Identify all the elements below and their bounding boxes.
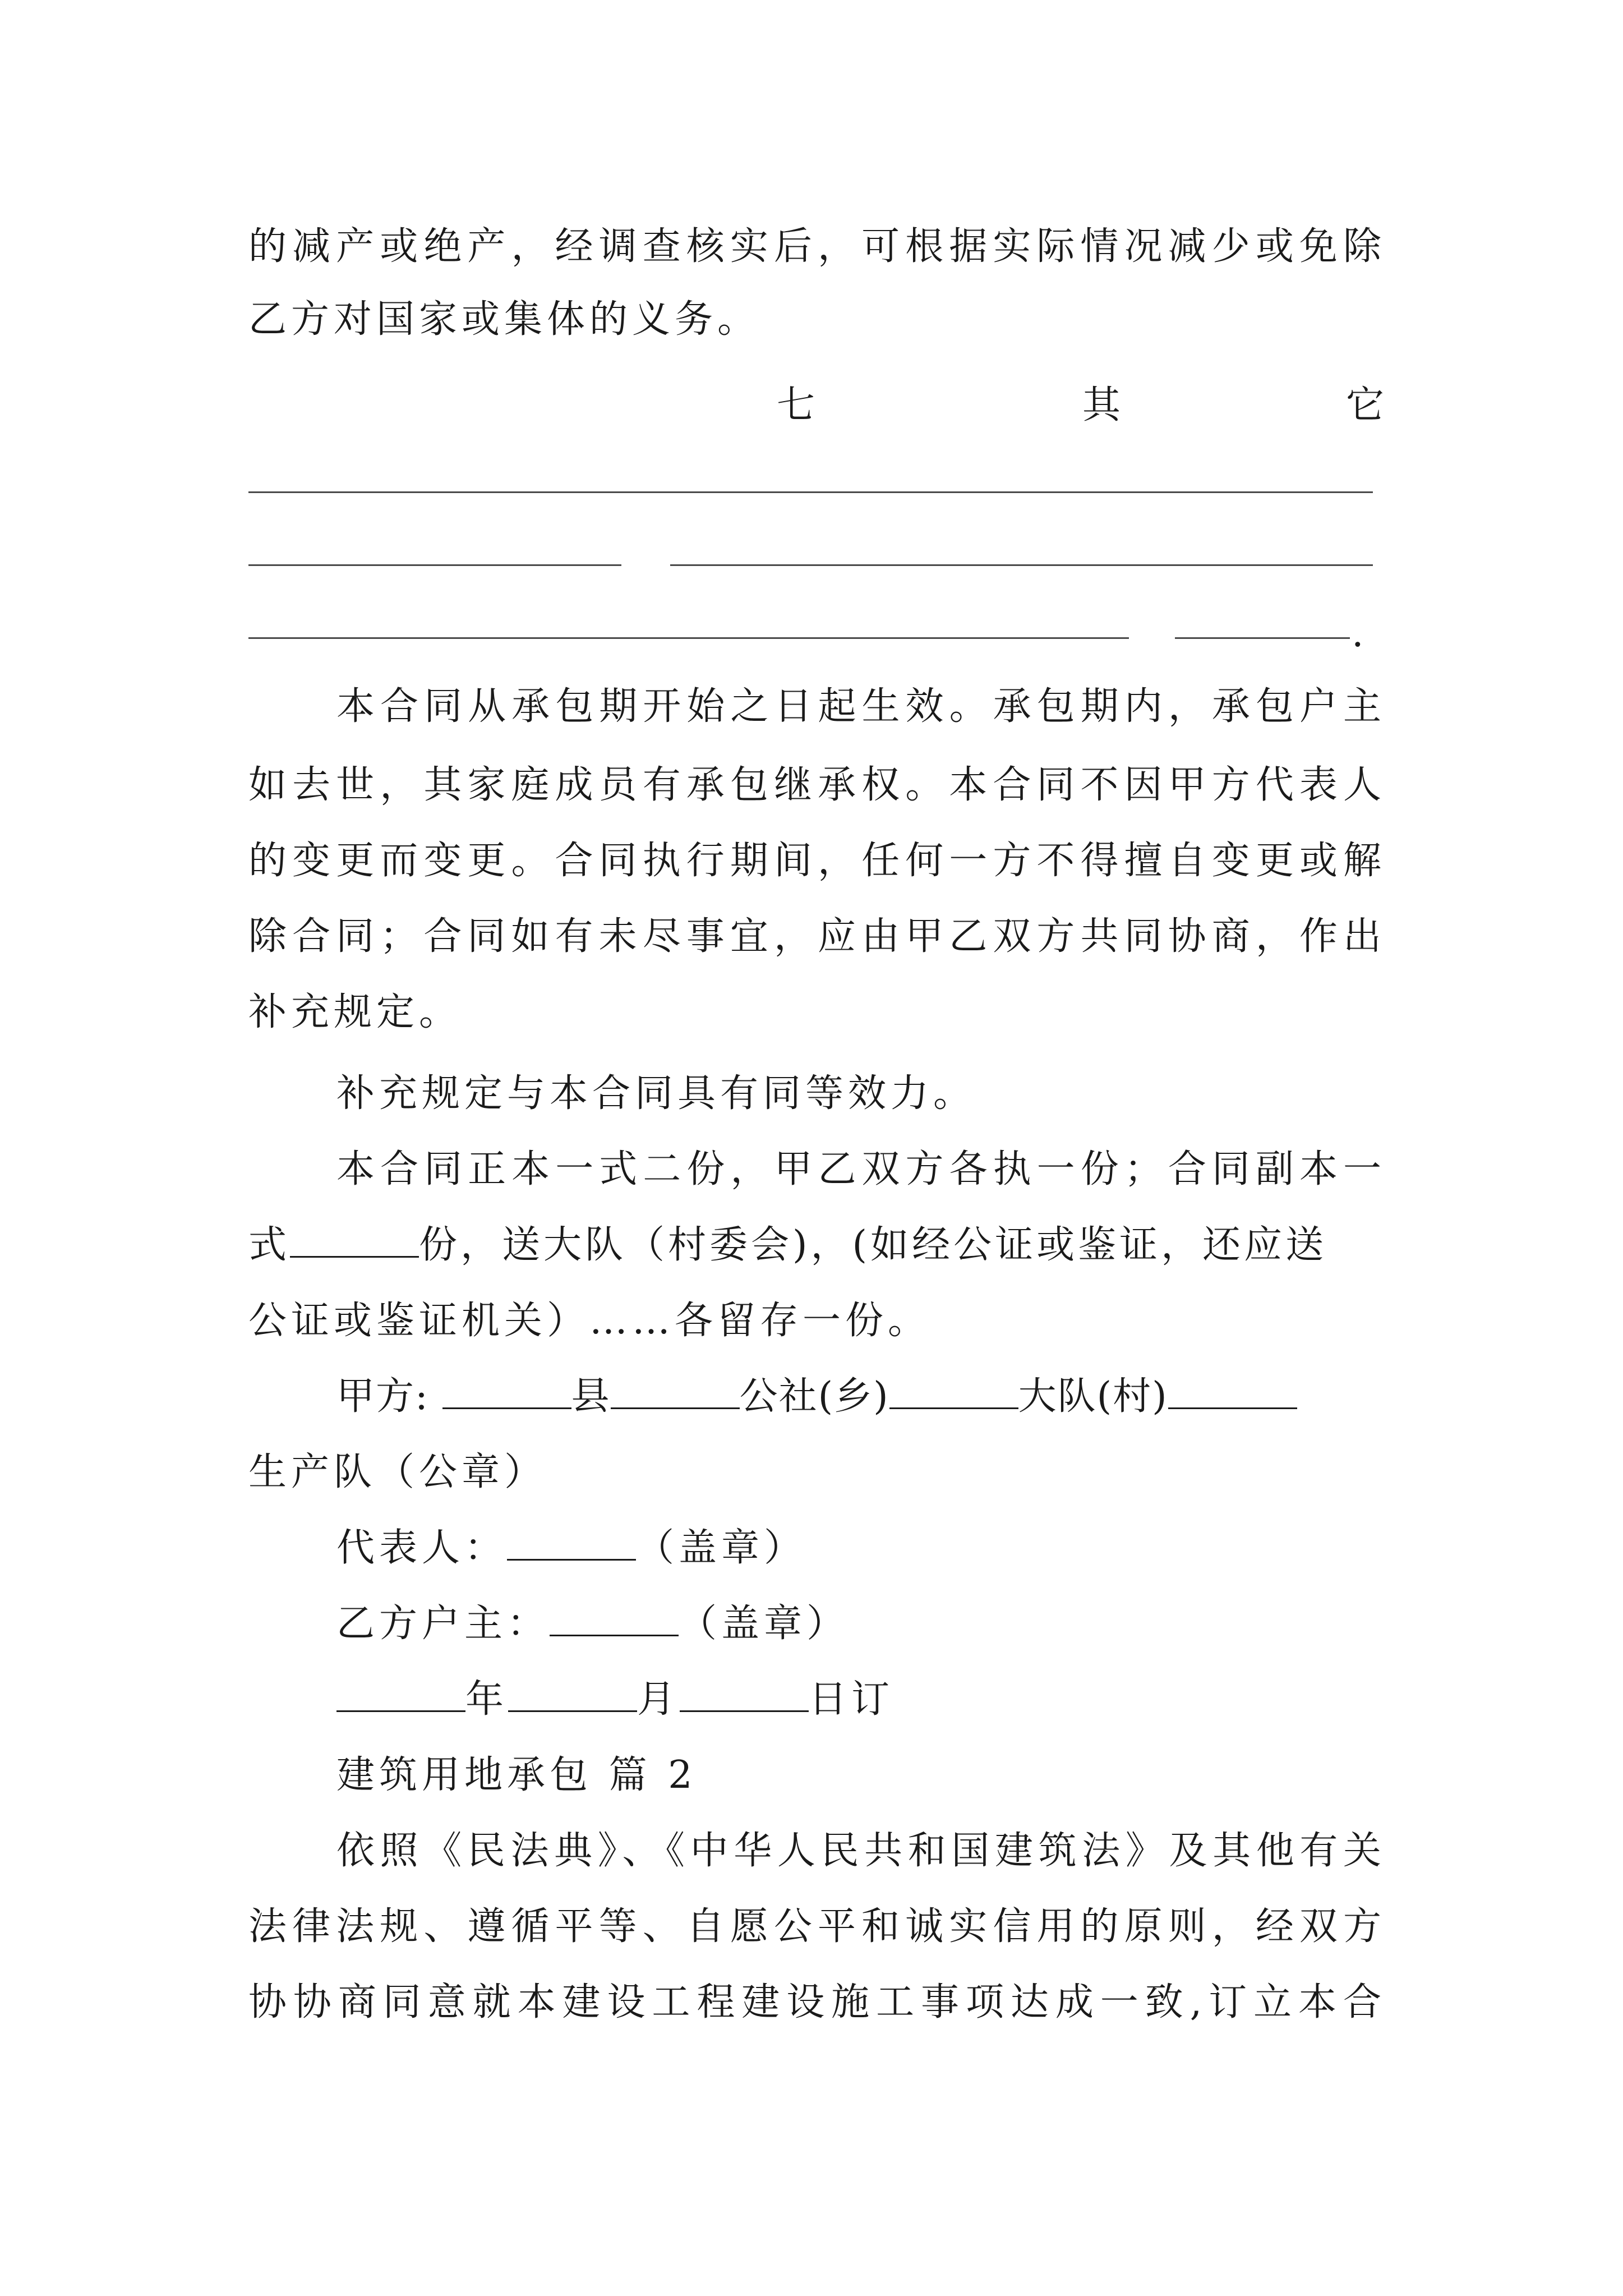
party-a-label: 甲方:: [336, 1374, 429, 1419]
rule-end-mark: .: [1352, 611, 1364, 656]
fill-blank: [611, 1374, 740, 1409]
party-a-line: [336, 1358, 1381, 1436]
body-text-line: 补充规定与本合同具有同等效力。: [336, 1071, 976, 1116]
day-label: 日订: [809, 1677, 895, 1722]
section-heading-char: 七: [777, 383, 815, 427]
section-title: 建筑用地承包 篇 2: [336, 1753, 697, 1797]
blank-rule: [670, 564, 1373, 566]
rep-label: 代表人：: [336, 1526, 508, 1570]
body-text-line: 法律法规、遵循平等、自愿公平和诚实信用的原则，经双方: [248, 1904, 1381, 1949]
fill-blank: [290, 1222, 419, 1258]
section-heading-char: 它: [1346, 383, 1385, 427]
fill-blank: [507, 1525, 636, 1561]
body-text-line: 生产队（公章）: [248, 1450, 547, 1494]
blank-rule: [248, 637, 1129, 639]
body-text-line: 的变更而变更。合同执行期间，任何一方不得擅自变更或解: [248, 839, 1381, 883]
body-text-line: 乙方对国家或集体的义务。: [248, 297, 760, 342]
body-text: 份，送大队（村委会)，(如经公证或鉴证，还应送: [419, 1223, 1327, 1267]
fill-blank: [442, 1374, 571, 1409]
body-text: 式: [248, 1223, 291, 1267]
fill-blank: [336, 1677, 465, 1712]
blank-rule: [1175, 637, 1350, 639]
party-b-line: [336, 1585, 1381, 1663]
fill-blank: [680, 1677, 809, 1712]
commune-label: 公社(乡): [739, 1374, 889, 1419]
seal-label: （盖章）: [636, 1526, 807, 1570]
blank-rule: [248, 491, 1373, 493]
fill-blank: [508, 1677, 637, 1712]
date-line: [336, 1660, 1381, 1739]
fill-blank: [550, 1601, 679, 1636]
body-text-line: 的减产或绝产，经调查核实后，可根据实际情况减少或免除: [248, 224, 1381, 269]
representative-line: [336, 1509, 1381, 1588]
seal-label: （盖章）: [679, 1602, 850, 1646]
blank-rule: [248, 564, 621, 566]
fill-blank: [1168, 1374, 1297, 1409]
year-label: 年: [465, 1677, 509, 1722]
brigade-label: 大队(村): [1018, 1374, 1168, 1419]
body-text-line: 公证或鉴证机关）……各留存一份。: [248, 1299, 931, 1343]
county-label: 县: [571, 1374, 611, 1419]
body-text-line: 本合同从承包期开始之日起生效。承包期内，承包户主: [336, 684, 1381, 729]
party-b-label: 乙方户主：: [336, 1602, 550, 1646]
fill-blank: [889, 1374, 1018, 1409]
body-text-line: 如去世，其家庭成员有承包继承权。本合同不因甲方代表人: [248, 763, 1381, 807]
body-text-line: 协协商同意就本建设工程建设施工事项达成一致,订立本合: [248, 1980, 1381, 2024]
body-text-line: 补充规定。: [248, 990, 462, 1034]
body-text-line: 本合同正本一式二份，甲乙双方各执一份；合同副本一: [336, 1147, 1381, 1191]
section-heading-char: 其: [1082, 383, 1121, 427]
body-text-line: 除合同；合同如有未尽事宜，应由甲乙双方共同协商，作出: [248, 914, 1381, 959]
body-text-line: 依照《民法典》、《中华人民共和国建筑法》及其他有关: [336, 1829, 1381, 1873]
body-text-line: [248, 1206, 1381, 1285]
month-label: 月: [637, 1677, 680, 1722]
